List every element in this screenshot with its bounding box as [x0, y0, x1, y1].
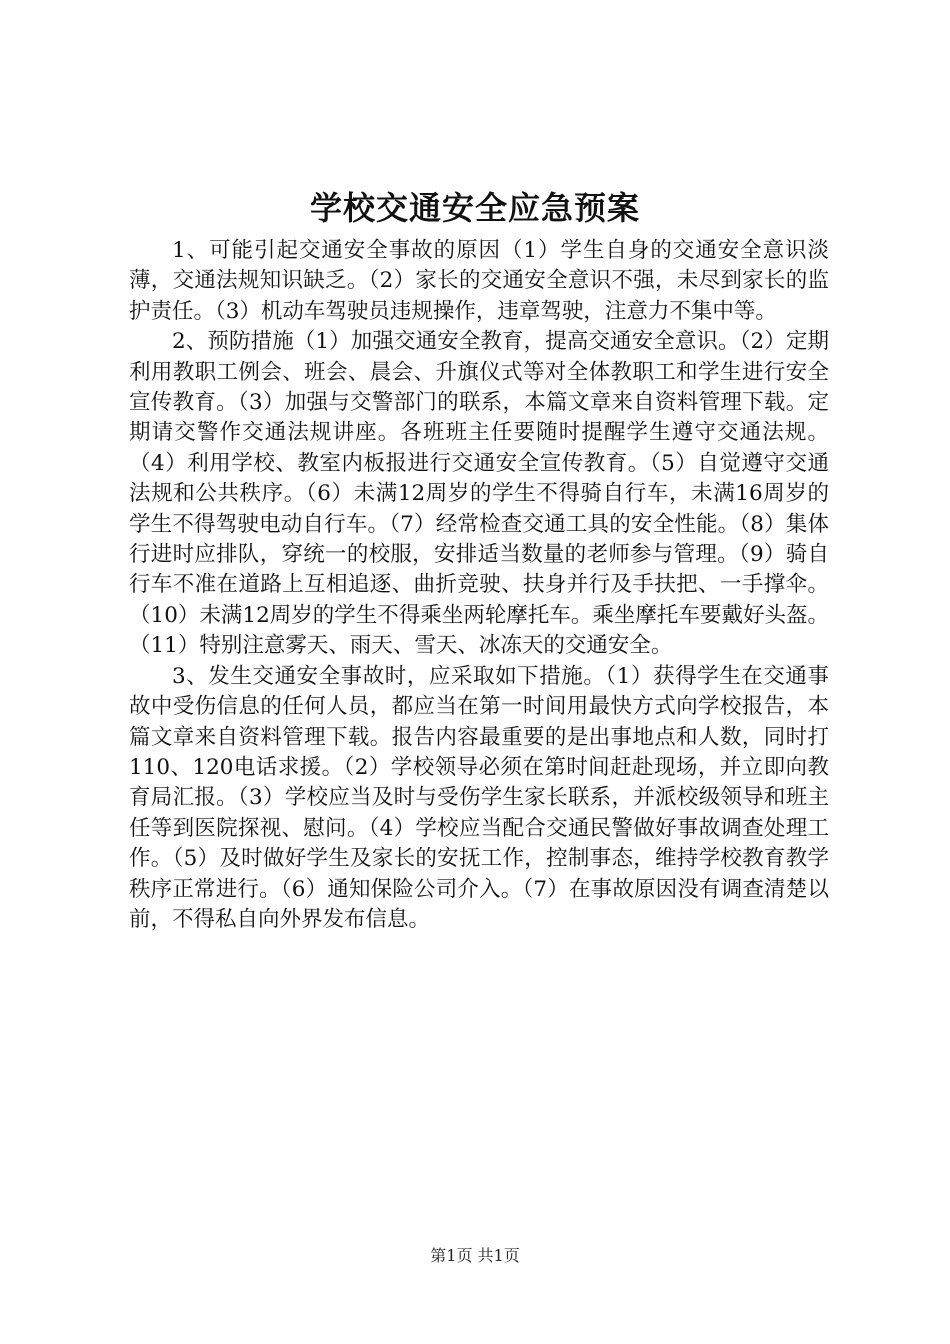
paragraph-causes: 1、可能引起交通安全事故的原因（1）学生自身的交通安全意识淡薄，交通法规知识缺乏。（2）家长的交通安全意识不强，未尽到家长的监护责任。（3）机动车驾驶员违规操作，违章驾驶，注意力不集中等。: [129, 238, 829, 324]
document-title: 学校交通安全应急预案: [309, 189, 640, 227]
page-number-footer: 第1页 共1页: [430, 1246, 520, 1265]
paragraph-prevention: 2、预防措施（1）加强交通安全教育，提高交通安全意识。（2）定期利用教职工例会、班会、晨会、升旗仪式等对全体教职工和学生进行安全宣传教育。（3）加强与交警部门的联系，本篇文章来自资料管理下载。定期请交警作交通法规讲座。各班班主任要随时提醒学生遵守交通法规。（4）利用学校、教室内板报进行交通安全宣传教育。（5）自觉遵守交通法规和公共秩序。（6）未满12周岁的学生不得骑自行车，未满16周岁的学生不得驾驶电动自行车。（7）经常检查交通工具的安全性能。（8）集体行进时应排队，穿统一的校服，安排适当数量的老师参与管理。（9）骑自行车不准在道路上互相追逐、曲折竞驶、扶身并行及手扶把、一手撑伞。（10）未满12周岁的学生不得乘坐两轮摩托车。乘坐摩托车要戴好头盔。（11）特别注意雾天、雨天、雪天、冰冻天的交通安全。: [129, 329, 829, 659]
paragraph-response: 3、发生交通安全事故时，应采取如下措施。（1）获得学生在交通事故中受伤信息的任何人员，都应当在第一时间用最快方式向学校报告，本篇文章来自资料管理下载。报告内容最重要的是出事地点和人数，同时打110、120电话求援。（2）学校领导必须在第时间赶赴现场，并立即向教育局汇报。（3）学校应当及时与受伤学生家长联系，并派校级领导和班主任等到医院探视、慰问。（4）学校应当配合交通民警做好事故调查处理工作。（5）及时做好学生及家长的安抚工作，控制事态，维持学校教育教学秩序正常进行。（6）通知保险公司介入。（7）在事故原因没有调查清楚以前，不得私自向外界发布信息。: [129, 663, 829, 932]
document-body: [129, 236, 829, 935]
